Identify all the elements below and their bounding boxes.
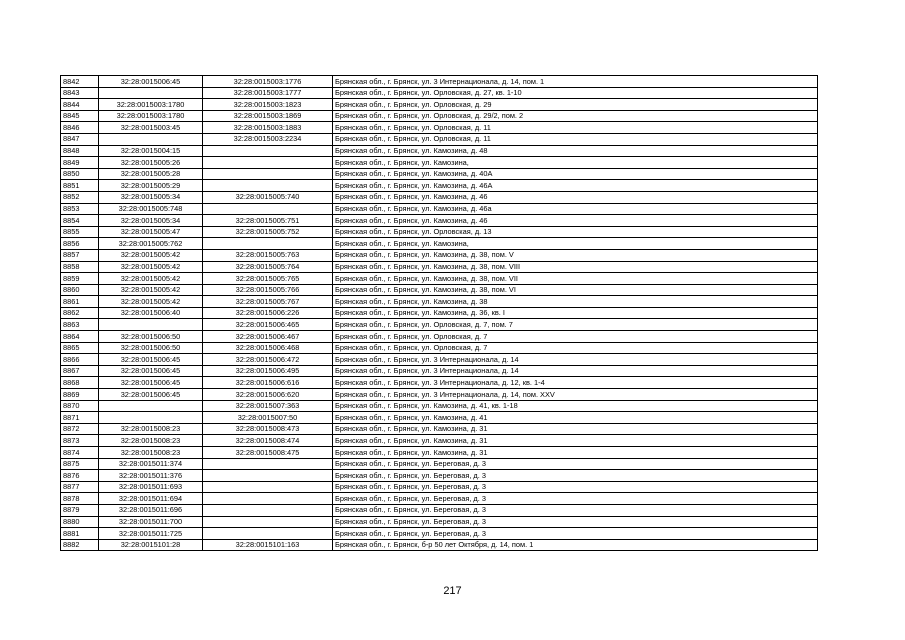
- cadastral-number-cell: 32:28:0015005:29: [99, 180, 203, 192]
- cadastral-number-cell: 32:28:0015011:696: [99, 504, 203, 516]
- address-cell: Брянская обл., г. Брянск, ул. Орловская, д. 7, пом. 7: [333, 319, 818, 331]
- table-row: [61, 99, 818, 111]
- object-cadastral-number-cell: 32:28:0015003:1823: [203, 99, 333, 111]
- object-cadastral-number-cell: 32:28:0015005:740: [203, 191, 333, 203]
- cadastral-number-cell: 32:28:0015011:700: [99, 516, 203, 528]
- cadastral-number-cell: 32:28:0015003:1780: [99, 110, 203, 122]
- table-row: [61, 180, 818, 192]
- table-row: [61, 273, 818, 285]
- table-row: [61, 284, 818, 296]
- object-cadastral-number-cell: 32:28:0015008:475: [203, 447, 333, 459]
- cadastral-number-cell: 32:28:0015011:693: [99, 481, 203, 493]
- object-cadastral-number-cell: 32:28:0015007:363: [203, 400, 333, 412]
- address-cell: Брянская обл., г. Брянск, ул. Береговая, д. 3: [333, 504, 818, 516]
- row-number-cell: 8870: [61, 400, 99, 412]
- address-cell: Брянская обл., г. Брянск, ул. Береговая, д. 3: [333, 458, 818, 470]
- table-row: [61, 389, 818, 401]
- object-cadastral-number-cell: [203, 470, 333, 482]
- row-number-cell: 8862: [61, 307, 99, 319]
- cadastral-number-cell: 32:28:0015006:45: [99, 389, 203, 401]
- object-cadastral-number-cell: 32:28:0015003:1776: [203, 76, 333, 88]
- table-row: [61, 435, 818, 447]
- address-cell: Брянская обл., г. Брянск, ул. Камозина, д. 40А: [333, 168, 818, 180]
- table-row: [61, 145, 818, 157]
- address-cell: Брянская обл., г. Брянск, ул. 3 Интернационала, д. 14, пом. XXV: [333, 389, 818, 401]
- table-row: [61, 400, 818, 412]
- object-cadastral-number-cell: 32:28:0015005:764: [203, 261, 333, 273]
- cadastral-number-cell: [99, 319, 203, 331]
- table-row: [61, 307, 818, 319]
- address-cell: Брянская обл., г. Брянск, ул. 3 Интернационала, д. 12, кв. 1-4: [333, 377, 818, 389]
- table-row: [61, 412, 818, 424]
- table-row: [61, 296, 818, 308]
- object-cadastral-number-cell: 32:28:0015007:50: [203, 412, 333, 424]
- table-row: [61, 191, 818, 203]
- object-cadastral-number-cell: 32:28:0015005:752: [203, 226, 333, 238]
- row-number-cell: 8876: [61, 470, 99, 482]
- cadastral-number-cell: 32:28:0015006:50: [99, 331, 203, 343]
- row-number-cell: 8875: [61, 458, 99, 470]
- object-cadastral-number-cell: 32:28:0015005:767: [203, 296, 333, 308]
- row-number-cell: 8869: [61, 389, 99, 401]
- address-cell: Брянская обл., г. Брянск, ул. 3 Интернационала, д. 14: [333, 354, 818, 366]
- address-cell: Брянская обл., г. Брянск, ул. Камозина, д. 38, пом. VII: [333, 273, 818, 285]
- address-cell: Брянская обл., г. Брянск, ул. Береговая, д. 3: [333, 481, 818, 493]
- object-cadastral-number-cell: [203, 481, 333, 493]
- table-row: [61, 504, 818, 516]
- row-number-cell: 8854: [61, 215, 99, 227]
- table-row: [61, 122, 818, 134]
- table-row: [61, 458, 818, 470]
- table-row: [61, 133, 818, 145]
- cadastral-number-cell: 32:28:0015005:34: [99, 215, 203, 227]
- row-number-cell: 8877: [61, 481, 99, 493]
- cadastral-number-cell: 32:28:0015101:28: [99, 539, 203, 551]
- address-cell: Брянская обл., г. Брянск, б-р 50 лет Октября, д. 14, пом. 1: [333, 539, 818, 551]
- cadastral-number-cell: 32:28:0015011:376: [99, 470, 203, 482]
- table-row: [61, 342, 818, 354]
- address-cell: Брянская обл., г. Брянск, ул. Орловская, д. 7: [333, 342, 818, 354]
- cadastral-number-cell: 32:28:0015005:42: [99, 273, 203, 285]
- row-number-cell: 8844: [61, 99, 99, 111]
- object-cadastral-number-cell: 32:28:0015006:616: [203, 377, 333, 389]
- object-cadastral-number-cell: 32:28:0015003:1777: [203, 87, 333, 99]
- address-cell: Брянская обл., г. Брянск, ул. Береговая, д. 3: [333, 528, 818, 540]
- cadastral-number-cell: 32:28:0015005:28: [99, 168, 203, 180]
- row-number-cell: 8855: [61, 226, 99, 238]
- address-cell: Брянская обл., г. Брянск, ул. 3 Интернационала, д. 14, пом. 1: [333, 76, 818, 88]
- row-number-cell: 8872: [61, 423, 99, 435]
- object-cadastral-number-cell: 32:28:0015101:163: [203, 539, 333, 551]
- object-cadastral-number-cell: 32:28:0015003:1883: [203, 122, 333, 134]
- object-cadastral-number-cell: [203, 458, 333, 470]
- object-cadastral-number-cell: 32:28:0015008:474: [203, 435, 333, 447]
- object-cadastral-number-cell: [203, 238, 333, 250]
- address-cell: Брянская обл., г. Брянск, ул. Береговая, д. 3: [333, 470, 818, 482]
- table-row: [61, 365, 818, 377]
- row-number-cell: 8846: [61, 122, 99, 134]
- address-cell: Брянская обл., г. Брянск, ул. Камозина, д. 48: [333, 145, 818, 157]
- row-number-cell: 8871: [61, 412, 99, 424]
- row-number-cell: 8882: [61, 539, 99, 551]
- table-row: [61, 528, 818, 540]
- cadastral-number-cell: 32:28:0015005:42: [99, 296, 203, 308]
- row-number-cell: 8867: [61, 365, 99, 377]
- cadastral-number-cell: 32:28:0015005:42: [99, 284, 203, 296]
- table-row: [61, 168, 818, 180]
- table-row: [61, 203, 818, 215]
- address-cell: Брянская обл., г. Брянск, ул. Орловская, д. 7: [333, 331, 818, 343]
- row-number-cell: 8881: [61, 528, 99, 540]
- object-cadastral-number-cell: [203, 493, 333, 505]
- object-cadastral-number-cell: 32:28:0015006:472: [203, 354, 333, 366]
- object-cadastral-number-cell: 32:28:0015008:473: [203, 423, 333, 435]
- cadastral-number-cell: 32:28:0015005:47: [99, 226, 203, 238]
- address-cell: Брянская обл., г. Брянск, ул. Камозина, д. 31: [333, 447, 818, 459]
- cadastral-number-cell: 32:28:0015011:374: [99, 458, 203, 470]
- cadastral-number-cell: 32:28:0015005:42: [99, 261, 203, 273]
- page-number: 217: [443, 585, 462, 597]
- object-cadastral-number-cell: [203, 145, 333, 157]
- address-cell: Брянская обл., г. Брянск, ул. Камозина, д. 41: [333, 412, 818, 424]
- object-cadastral-number-cell: [203, 203, 333, 215]
- row-number-cell: 8848: [61, 145, 99, 157]
- address-cell: Брянская обл., г. Брянск, ул. Орловская, д. 29/2, пом. 2: [333, 110, 818, 122]
- row-number-cell: 8853: [61, 203, 99, 215]
- cadastral-number-cell: 32:28:0015008:23: [99, 447, 203, 459]
- cadastral-number-cell: [99, 400, 203, 412]
- cadastral-number-cell: [99, 412, 203, 424]
- table-row: [61, 423, 818, 435]
- table-row: [61, 238, 818, 250]
- object-cadastral-number-cell: 32:28:0015005:766: [203, 284, 333, 296]
- cadastral-number-cell: 32:28:0015005:34: [99, 191, 203, 203]
- address-cell: Брянская обл., г. Брянск, ул. Камозина,: [333, 157, 818, 169]
- table-row: [61, 539, 818, 551]
- cadastral-number-cell: 32:28:0015008:23: [99, 435, 203, 447]
- address-cell: Брянская обл., г. Брянск, ул. Орловская, д. 27, кв. 1-10: [333, 87, 818, 99]
- table-body: [61, 76, 818, 551]
- object-cadastral-number-cell: [203, 168, 333, 180]
- object-cadastral-number-cell: 32:28:0015005:765: [203, 273, 333, 285]
- cadastral-number-cell: 32:28:0015005:748: [99, 203, 203, 215]
- address-cell: Брянская обл., г. Брянск, ул. Орловская, д. 11: [333, 122, 818, 134]
- object-cadastral-number-cell: [203, 528, 333, 540]
- address-cell: Брянская обл., г. Брянск, ул. Камозина, д. 38, пом. V: [333, 249, 818, 261]
- cadastral-number-cell: 32:28:0015004:15: [99, 145, 203, 157]
- object-cadastral-number-cell: 32:28:0015003:1869: [203, 110, 333, 122]
- cadastral-number-cell: 32:28:0015005:762: [99, 238, 203, 250]
- cadastral-number-cell: 32:28:0015005:42: [99, 249, 203, 261]
- address-cell: Брянская обл., г. Брянск, ул. Орловская, д. 11: [333, 133, 818, 145]
- row-number-cell: 8847: [61, 133, 99, 145]
- object-cadastral-number-cell: 32:28:0015006:468: [203, 342, 333, 354]
- cadastral-number-cell: [99, 87, 203, 99]
- cadastral-number-cell: 32:28:0015011:725: [99, 528, 203, 540]
- cadastral-number-cell: 32:28:0015003:1780: [99, 99, 203, 111]
- object-cadastral-number-cell: 32:28:0015003:2234: [203, 133, 333, 145]
- table-row: [61, 215, 818, 227]
- cadastral-number-cell: 32:28:0015006:45: [99, 365, 203, 377]
- table-row: [61, 157, 818, 169]
- table-row: [61, 481, 818, 493]
- row-number-cell: 8873: [61, 435, 99, 447]
- address-cell: Брянская обл., г. Брянск, ул. Береговая, д. 3: [333, 493, 818, 505]
- object-cadastral-number-cell: [203, 516, 333, 528]
- object-cadastral-number-cell: 32:28:0015006:467: [203, 331, 333, 343]
- row-number-cell: 8864: [61, 331, 99, 343]
- table-row: [61, 377, 818, 389]
- cadastral-number-cell: 32:28:0015006:45: [99, 76, 203, 88]
- table-row: [61, 470, 818, 482]
- address-cell: Брянская обл., г. Брянск, ул. Камозина, д. 38, пом. VI: [333, 284, 818, 296]
- table-row: [61, 354, 818, 366]
- cadastral-number-cell: [99, 133, 203, 145]
- cadastral-number-cell: 32:28:0015006:50: [99, 342, 203, 354]
- table-row: [61, 261, 818, 273]
- address-cell: Брянская обл., г. Брянск, ул. Орловская, д. 29: [333, 99, 818, 111]
- address-cell: Брянская обл., г. Брянск, ул. Орловская, д. 13: [333, 226, 818, 238]
- row-number-cell: 8856: [61, 238, 99, 250]
- cadastral-number-cell: 32:28:0015003:45: [99, 122, 203, 134]
- address-cell: Брянская обл., г. Брянск, ул. Камозина, д. 46а: [333, 203, 818, 215]
- table-row: [61, 87, 818, 99]
- row-number-cell: 8845: [61, 110, 99, 122]
- table-row: [61, 516, 818, 528]
- object-cadastral-number-cell: 32:28:0015006:495: [203, 365, 333, 377]
- row-number-cell: 8865: [61, 342, 99, 354]
- cadastral-number-cell: 32:28:0015006:45: [99, 377, 203, 389]
- row-number-cell: 8851: [61, 180, 99, 192]
- address-cell: Брянская обл., г. Брянск, ул. Камозина,: [333, 238, 818, 250]
- object-cadastral-number-cell: 32:28:0015005:763: [203, 249, 333, 261]
- row-number-cell: 8880: [61, 516, 99, 528]
- address-cell: Брянская обл., г. Брянск, ул. Камозина, д. 38, пом. VIII: [333, 261, 818, 273]
- row-number-cell: 8859: [61, 273, 99, 285]
- table-row: [61, 76, 818, 88]
- cadastral-number-cell: 32:28:0015006:40: [99, 307, 203, 319]
- row-number-cell: 8849: [61, 157, 99, 169]
- address-cell: Брянская обл., г. Брянск, ул. Камозина, д. 31: [333, 435, 818, 447]
- object-cadastral-number-cell: [203, 504, 333, 516]
- address-cell: Брянская обл., г. Брянск, ул. Камозина, д. 46: [333, 215, 818, 227]
- cadastral-number-cell: 32:28:0015006:45: [99, 354, 203, 366]
- address-cell: Брянская обл., г. Брянск, ул. Камозина, д. 38: [333, 296, 818, 308]
- object-cadastral-number-cell: [203, 157, 333, 169]
- row-number-cell: 8860: [61, 284, 99, 296]
- row-number-cell: 8874: [61, 447, 99, 459]
- address-cell: Брянская обл., г. Брянск, ул. Береговая, д. 3: [333, 516, 818, 528]
- object-cadastral-number-cell: 32:28:0015006:620: [203, 389, 333, 401]
- object-cadastral-number-cell: 32:28:0015006:226: [203, 307, 333, 319]
- object-cadastral-number-cell: 32:28:0015005:751: [203, 215, 333, 227]
- property-table: [60, 75, 818, 551]
- address-cell: Брянская обл., г. Брянск, ул. Камозина, д. 46А: [333, 180, 818, 192]
- address-cell: Брянская обл., г. Брянск, ул. 3 Интернационала, д. 14: [333, 365, 818, 377]
- table-row: [61, 319, 818, 331]
- address-cell: Брянская обл., г. Брянск, ул. Камозина, д. 41, кв. 1-18: [333, 400, 818, 412]
- table-row: [61, 110, 818, 122]
- table-row: [61, 249, 818, 261]
- address-cell: Брянская обл., г. Брянск, ул. Камозина, д. 36, кв. I: [333, 307, 818, 319]
- cadastral-number-cell: 32:28:0015011:694: [99, 493, 203, 505]
- row-number-cell: 8858: [61, 261, 99, 273]
- cadastral-number-cell: 32:28:0015005:26: [99, 157, 203, 169]
- object-cadastral-number-cell: [203, 180, 333, 192]
- row-number-cell: 8866: [61, 354, 99, 366]
- table-row: [61, 447, 818, 459]
- row-number-cell: 8878: [61, 493, 99, 505]
- row-number-cell: 8879: [61, 504, 99, 516]
- cadastral-number-cell: 32:28:0015008:23: [99, 423, 203, 435]
- row-number-cell: 8857: [61, 249, 99, 261]
- row-number-cell: 8843: [61, 87, 99, 99]
- row-number-cell: 8863: [61, 319, 99, 331]
- row-number-cell: 8850: [61, 168, 99, 180]
- row-number-cell: 8868: [61, 377, 99, 389]
- address-cell: Брянская обл., г. Брянск, ул. Камозина, д. 46: [333, 191, 818, 203]
- row-number-cell: 8852: [61, 191, 99, 203]
- address-cell: Брянская обл., г. Брянск, ул. Камозина, д. 31: [333, 423, 818, 435]
- row-number-cell: 8842: [61, 76, 99, 88]
- table-row: [61, 226, 818, 238]
- table-row: [61, 331, 818, 343]
- row-number-cell: 8861: [61, 296, 99, 308]
- table-row: [61, 493, 818, 505]
- object-cadastral-number-cell: 32:28:0015006:465: [203, 319, 333, 331]
